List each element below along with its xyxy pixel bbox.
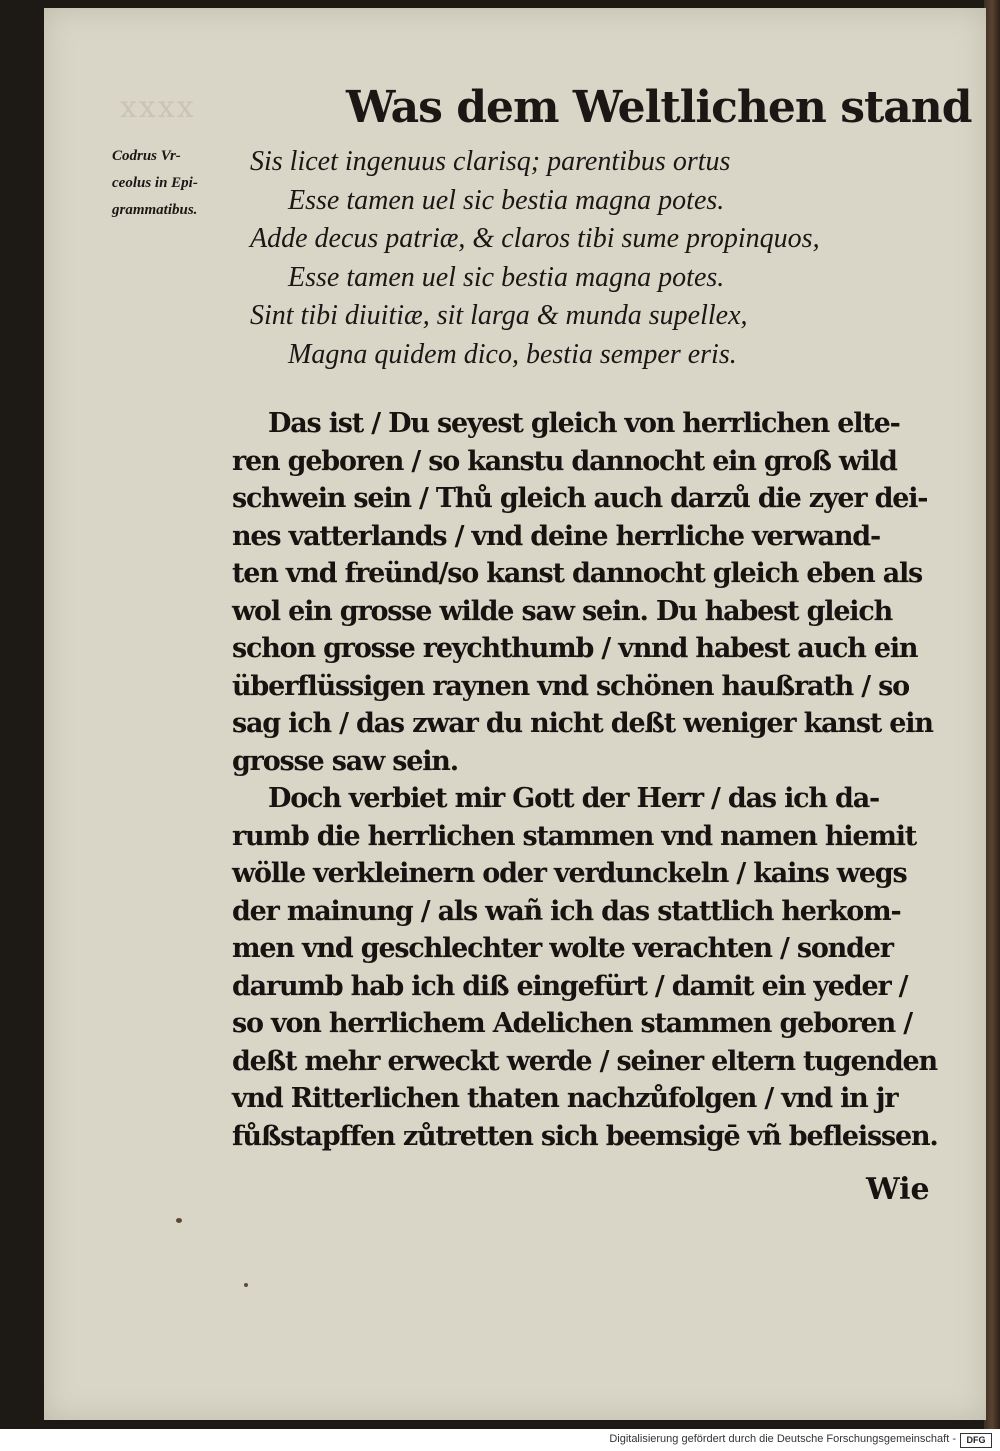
signature-ghost: xxxx — [120, 90, 196, 125]
text-line: sag ich / das zwar du nicht deßt weniger kanst ein — [232, 708, 933, 739]
text-line: men vnd geschlechter wolte verachten / sonder — [232, 933, 893, 964]
verse-line: Esse tamen uel sic bestia magna potes. — [288, 184, 725, 216]
marginal-line: grammatibus. — [112, 202, 198, 218]
marginal-line: Codrus Vr- — [112, 148, 181, 164]
text-line: Das ist / Du seyest gleich von herrlichen elte- — [268, 408, 900, 439]
text-line: deßt mehr erweckt werde / seiner eltern tugenden — [232, 1045, 937, 1077]
text-line: so von herrlichem Adelichen stammen geboren / — [232, 1008, 912, 1039]
marginal-note — [112, 143, 262, 224]
text-line: darumb hab ich diß eingefürt / damit ein yeder / — [232, 970, 908, 1002]
paper-speck — [244, 1283, 248, 1287]
verse-line: Sint tibi diuitiæ, sit larga & munda supellex, — [250, 300, 748, 331]
text-line: ren geboren / so kanstu dannocht ein groß wild — [232, 445, 897, 477]
paper-speck — [176, 1218, 182, 1223]
footer-bar — [0, 1429, 1000, 1451]
text-line: schon grosse reychthumb / vnnd habest auch ein — [232, 633, 918, 664]
text-line: der mainung / als wañ ich das stattlich herkom- — [232, 895, 901, 927]
text-line: vnd Ritterlichen thaten nachzůfolgen / vnd in jr — [232, 1083, 898, 1114]
book-edge — [984, 0, 1000, 1429]
german-text — [232, 405, 944, 1155]
verse-line: Sis licet ingenuus clarisq; parentibus ortus — [250, 146, 731, 177]
verse-line: Esse tamen uel sic bestia magna potes. — [288, 261, 725, 293]
text-line: wölle verkleinern oder verdunckeln / kains wegs — [232, 858, 907, 889]
dfg-logo: DFG — [960, 1433, 992, 1448]
text-line: grosse saw sein. — [232, 745, 458, 777]
latin-verses — [250, 143, 970, 374]
running-title: Was dem Weltlichen stand — [346, 82, 972, 133]
text-line: ten vnd freünd/so kanst dannocht gleich eben als — [232, 558, 923, 589]
text-line: nes vatterlands / vnd deine herrliche verwand- — [232, 520, 880, 552]
text-line: Doch verbiet mir Gott der Herr / das ich da- — [268, 783, 879, 814]
verse-line: Adde decus patriæ, & claros tibi sume propinquos, — [250, 223, 820, 254]
text-line: wol ein grosse wilde saw sein. Du habest gleich — [232, 595, 893, 627]
text-line: schwein sein / Thů gleich auch darzů die zyer dei- — [232, 483, 928, 514]
text-line: rumb die herrlichen stammen vnd namen hiemit — [232, 820, 917, 852]
verse-line: Magna quidem dico, bestia semper eris. — [288, 338, 737, 370]
marginal-line: ceolus in Epi- — [112, 175, 198, 191]
footer-credit: Digitalisierung gefördert durch die Deutsche Forschungsgemeinschaft - — [609, 1433, 956, 1445]
text-line: überflüssigen raynen vnd schönen haußrath / so — [232, 670, 909, 702]
catchword: Wie — [866, 1172, 930, 1207]
text-line: fůßstapffen zůtretten sich beemsigē vñ befleissen. — [232, 1120, 938, 1152]
